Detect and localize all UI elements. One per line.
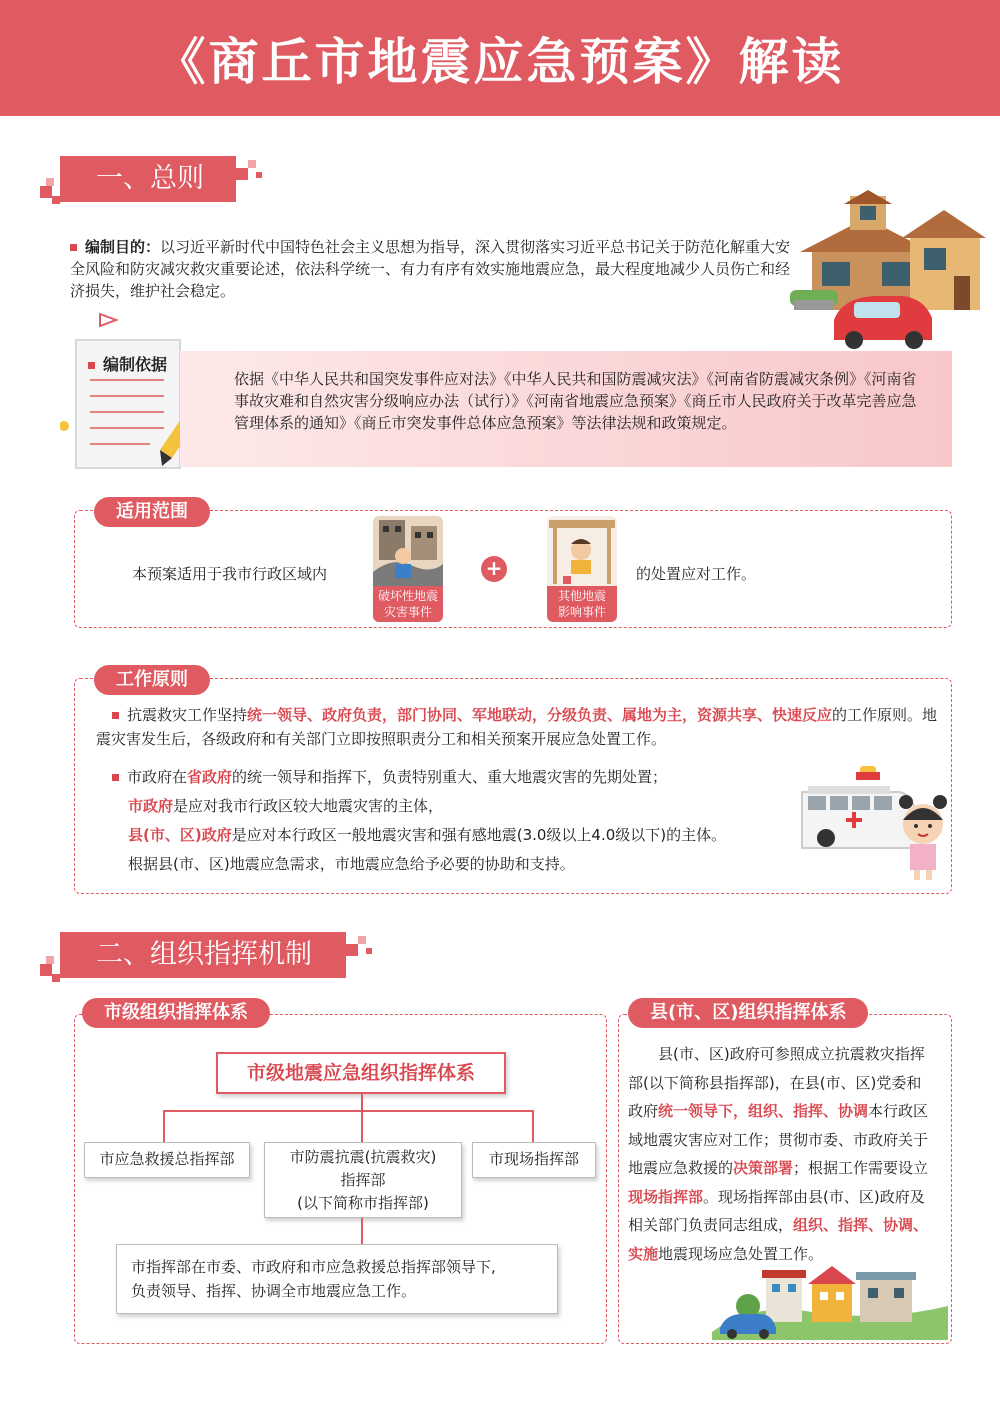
pixel-decoration	[40, 964, 52, 976]
pixel-decoration	[40, 186, 52, 198]
bullet-icon	[88, 362, 95, 369]
principles-label: 工作原则	[94, 665, 210, 695]
purpose-label: 编制目的：	[85, 238, 161, 256]
scope-item-destructive-earthquake	[373, 516, 443, 622]
scope-text-before: 本预案适用于我市行政区域内	[132, 565, 328, 583]
pixel-decoration	[346, 944, 358, 956]
org-connector	[163, 1110, 165, 1142]
pixel-decoration	[46, 178, 54, 186]
scope-item2-caption: 其他地震 影响事件	[547, 586, 617, 622]
city-org-bottom-box: 市指挥部在市委、市政府和市应急救援总指挥部领导下, 负责领导、指挥、协调全市地震应急工作。	[116, 1244, 558, 1314]
principles-paragraph-1: 抗震救灾工作坚持统一领导、政府负责，部门协同、军地联动，分级负责、属地为主，资源共享、快速反应的工作原则。地震灾害发生后，各级政府和有关部门立即按照职责分工和相关预案开展应急处置工作。	[96, 706, 938, 748]
child-under-table-illustration	[547, 516, 617, 586]
pixel-decoration	[366, 948, 372, 954]
pixel-decoration	[46, 956, 54, 964]
org-connector	[532, 1110, 534, 1142]
scope-item-other-earthquake	[547, 516, 617, 622]
city-org-left-box: 市应急救援总指挥部	[84, 1142, 250, 1178]
pixel-decoration	[248, 160, 256, 168]
plus-icon: +	[481, 556, 507, 582]
section1-heading: 一、总则	[60, 156, 236, 202]
pixel-decoration	[52, 974, 60, 982]
city-system-label: 市级组织指挥体系	[82, 998, 270, 1028]
bullet-icon	[112, 774, 119, 781]
city-org-right-box: 市现场指挥部	[472, 1142, 596, 1178]
page-title: 《商丘市地震应急预案》解读	[155, 32, 845, 91]
city-org-center-box: 市防震抗震(抗震救灾) 指挥部 (以下简称市指挥部)	[264, 1142, 462, 1218]
pixel-decoration	[236, 168, 248, 180]
org-connector	[361, 1094, 363, 1110]
org-connector	[361, 1110, 363, 1142]
org-connector	[361, 1218, 363, 1244]
city-org-title: 市级地震应急组织指挥体系	[216, 1052, 506, 1094]
principles-paragraph-2: 市政府在省政府的统一领导和指挥下，负责特别重大、重大地震灾害的先期处置； 市政府是应对我市行政区较大地震灾害的主体， 县(市、区)政府是应对本行政区一般地震灾害和强有感地震(3.0级以上4.0级以下)的主体。 根据县(市、区)地震应急需求，市地震应急给予必要的协助和支持。	[112, 763, 812, 879]
purpose-text: 以习近平新时代中国特色社会主义思想为指导，深入贯彻落实习近平总书记关于防范化解重大安全风险和防灾减灾救灾重要论述，依法科学统一、有力有序有效实施地震应急，最大程度地减少人员伤亡和经济损失，维护社会稳定。	[70, 238, 791, 300]
page-header	[0, 0, 1000, 116]
county-text: 县(市、区)政府可参照成立抗震救灾指挥部(以下简称县指挥部)，在县(市、区)党委和政府统一领导下，组织、指挥、协调本行政区域地震灾害应对工作；贯彻市委、市政府关于地震应急救援的决策部署；根据工作需要设立现场指挥部。现场指挥部由县(市、区)政府及相关部门负责同志组成，组织、指挥、协调、实施地震现场应急处置工作。	[628, 1045, 929, 1263]
scope-label: 适用范围	[94, 497, 210, 527]
section2-heading: 二、组织指挥机制	[60, 932, 346, 978]
basis-text: 依据《中华人民共和国突发事件应对法》《中华人民共和国防震减灾法》《河南省防震减灾条例》《河南省事故灾难和自然灾害分级响应办法（试行）》《河南省地震应急预案》《商丘市人民政府关于改革完善应急管理体系的通知》《商丘市突发事件总体应急预案》等法律法规和政策规定。	[234, 370, 917, 432]
county-system-label: 县(市、区)组织指挥体系	[628, 998, 868, 1028]
house-illustration	[790, 190, 990, 350]
pixel-decoration	[358, 936, 366, 944]
scope-item1-caption: 破坏性地震 灾害事件	[373, 586, 443, 622]
pixel-decoration	[52, 196, 60, 204]
bullet-icon	[112, 712, 119, 719]
town-illustration	[712, 1262, 948, 1340]
ambulance-illustration	[798, 762, 954, 882]
basis-label: 编制依据	[88, 352, 167, 375]
collapsed-building-illustration	[373, 516, 443, 586]
bullet-icon	[70, 244, 77, 251]
pixel-decoration	[256, 172, 262, 178]
purpose-paragraph	[70, 236, 800, 302]
org-connector	[163, 1110, 533, 1112]
scope-text-after: 的处置应对工作。	[636, 565, 757, 583]
